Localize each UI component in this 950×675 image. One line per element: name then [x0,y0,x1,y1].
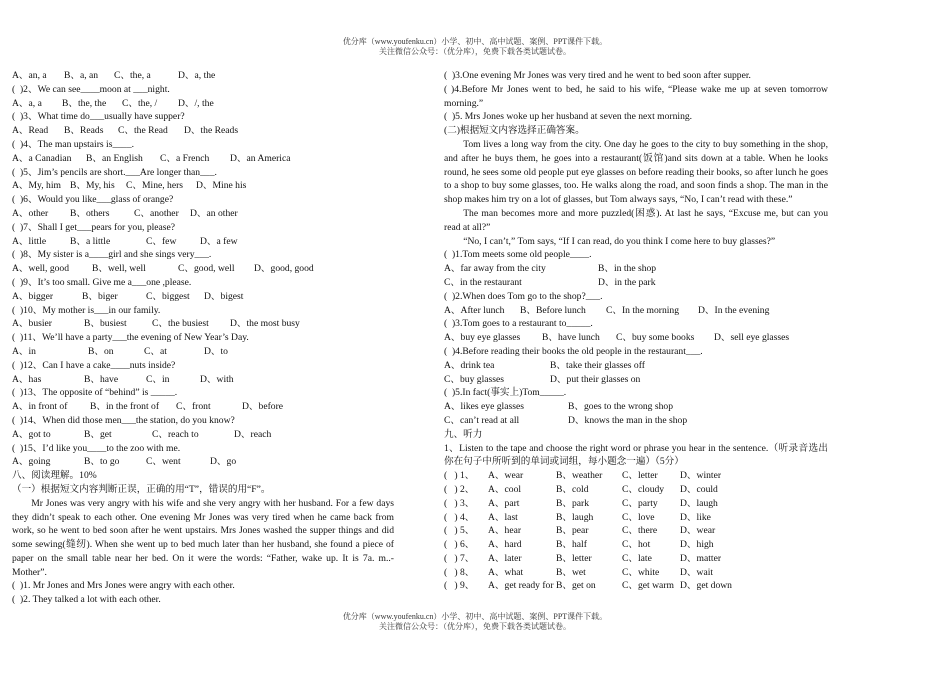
option-c: C、white [622,566,660,578]
option-a: A、later [488,552,522,564]
question-number: ( ) 5、 [444,525,475,537]
option-d: D、high [680,539,714,551]
option-b: B、biger [82,290,118,302]
option-d: D、wear [680,525,716,537]
option-c: C、buy some books [616,332,695,344]
q14-options [12,428,394,442]
option-d: D、go [210,456,237,468]
question-number: ( ) 7、 [444,552,475,564]
tf-question-5: ( )5. Mrs Jones woke up her husband at seven the next morning. [444,111,693,123]
option-a: A、hard [488,539,522,551]
question-8: ( )8、My sister is a____girl and she sings very___. [12,249,212,261]
r2-options [444,304,828,318]
option-c: C、buy glasses [444,373,504,385]
option-b: B、laugh [556,511,594,523]
option-c: C、Mine, hers [126,180,184,192]
option-d: D、like [680,511,711,523]
option-a: A、has [12,373,42,385]
tf-question-3: ( )3.One evening Mr Jones was very tired and he went to bed soon after supper. [444,70,751,81]
r1-options-row-2 [444,276,828,290]
option-d: D、reach [234,428,272,440]
option-a: A、bigger [12,290,54,302]
option-b: B、to go [84,456,120,468]
option-d: D、a, the [178,70,216,81]
option-d: D、In the evening [698,304,770,316]
option-c: C、In the morning [606,304,680,316]
option-c: C、front [176,401,211,413]
question-number: ( ) 2、 [444,483,475,495]
option-b: B、get [84,428,112,440]
option-b: B、a, an [64,70,99,81]
reading-question-5: ( )5.In fact(事实上)Tom_____. [444,387,567,399]
option-c: C、there [622,525,658,537]
option-b: B、pear [556,525,589,537]
page-footer [0,612,950,632]
option-b: B、others [70,207,110,219]
option-d: D、/, the [178,97,214,109]
option-c: C、the Read [118,125,168,137]
question-7: ( )7、Shall I get___pears for you, please? [12,221,176,233]
question-14: ( )14、When did those men___the station, do you know? [12,414,235,426]
listening-question-row [444,524,828,538]
option-d: D、sell eye glasses [714,332,790,344]
listening-question-row [444,497,828,511]
q12-options [12,373,394,387]
question-2: ( )2、We can see____moon at ___night. [12,83,170,95]
option-c: C、in [146,373,170,385]
tf-question-2: ( )2. They talked a lot with each other. [12,594,161,606]
question-15: ( )15、I’d like you____to the zoo with me. [12,442,181,454]
option-c: C、at [144,345,167,357]
option-d: D、Mine his [196,180,247,192]
option-b: B、Reads [64,125,104,137]
listening-question-row [444,469,828,483]
option-b: B、park [556,497,590,509]
option-c: C、good, well [178,263,235,275]
r4-options-row-2 [444,373,828,387]
option-c: C、letter [622,470,658,482]
part-2-title: (二)根据短文内容选择正确答案。 [444,125,585,137]
question-number: ( ) 6、 [444,539,475,551]
option-a: A、cool [488,483,522,495]
q2-options [12,97,394,111]
reading-question-3: ( )3.Tom goes to a restaurant to_____. [444,318,593,330]
option-d: D、get down [680,580,732,592]
listening-question-row [444,538,828,552]
option-d: D、wait [680,566,714,578]
option-a: A、far away from the city [444,263,546,275]
option-d: D、knows the man in the shop [568,414,688,426]
option-b: B、busiest [84,318,127,330]
question-12: ( )12、Can I have a cake____nuts inside? [12,359,176,371]
option-d: D、the Reads [184,125,239,137]
option-b: B、a little [70,235,111,247]
option-a: A、busier [12,318,52,330]
q15-options [12,455,394,469]
listening-question-row [444,552,828,566]
passage-2-paragraph-2: The man becomes more and more puzzled(困惑). At last he says, “Excuse me, but can you read at all?” [444,207,828,233]
option-a: A、last [488,511,518,523]
option-d: D、good, good [254,263,314,275]
listening-question-row [444,483,828,497]
option-c: C、party [622,497,658,509]
q7-options [12,235,394,249]
q3-options [12,124,394,138]
option-b: B、cold [556,483,589,495]
question-number: ( ) 9、 [444,580,475,592]
option-d: D、laugh [680,497,718,509]
q1-options [12,69,394,83]
question-13: ( )13、The opposite of “behind” is _____. [12,387,178,399]
question-4: ( )4、The man upstairs is____. [12,138,135,150]
passage-1: Mr Jones was very angry with his wife and she very angry with her husband. For a few days they didn’t speak to each other. One evening Mr Jones was very tired when he came back from work, so he went to bed soon after he went upstairs. Mrs Jones washed the supper things and did some sewing(缝纫). When she went up to bed much later than her husband, she found a piece of paper on the small table near her bed. On it were the words: “Father, wake up. It is 7a. m..-Mother”. [12,497,394,578]
header-line-1: 优分库（www.youfenku.cn）小学、初中、高中试题、案例、PPT课件下载。 [342,37,608,46]
r5-options-row-2 [444,414,828,428]
option-c: C、can’t read at all [444,414,520,426]
option-c: C、in the restaurant [444,276,522,288]
option-a: A、After lunch [444,304,505,316]
option-b: B、wet [556,566,586,578]
option-a: A、an, a [12,70,47,81]
footer-line-2: 关注微信公众号：（优分库），免费下载各类试题试卷。 [379,622,571,631]
section-9-title: 九、听力 [444,428,483,440]
r3-options [444,331,828,345]
option-a: A、part [488,497,520,509]
option-b: B、letter [556,552,592,564]
listening-question-list [444,469,828,593]
option-a: A、get ready for [488,580,554,592]
option-a: A、Read [12,125,49,137]
q11-options [12,345,394,359]
option-c: C、hot [622,539,651,551]
q5-options [12,179,394,193]
r1-options-row-1 [444,262,828,276]
option-d: D、matter [680,552,722,564]
q4-options [12,152,394,166]
option-d: D、a few [200,235,238,247]
option-c: C、the busiest [152,318,209,330]
option-d: D、the most busy [230,318,300,330]
option-b: B、My, his [70,180,115,192]
option-a: A、well, good [12,263,70,275]
option-c: C、a French [160,152,210,164]
option-b: B、the, the [62,97,107,109]
option-c: C、went [146,456,181,468]
listening-question-row [444,566,828,580]
option-d: D、an America [230,152,291,164]
tf-question-4: ( )4.Before Mr Jones went to bed, he said to his wife, “Please wake me up at seven tomorrow morning.” [444,83,828,109]
question-11: ( )11、We’ll have a party___the evening of New Year’s Day. [12,332,249,344]
q6-options [12,207,394,221]
option-b: B、weather [556,470,603,482]
option-c: C、biggest [146,290,190,302]
option-c: C、the, a [114,70,151,81]
header-line-2: 关注微信公众号：（优分库），免费下载各类试题试卷。 [379,47,571,56]
question-5: ( )5、Jim’s pencils are short.___Are longer than___. [12,166,217,178]
option-a: A、little [12,235,47,247]
listening-question-row [444,511,828,525]
option-c: C、cloudy [622,483,665,495]
part-1-title: （一）根据短文内容判断正误，正确的用“T”，错误的用“F”。 [12,483,271,495]
option-b: B、well, well [92,263,146,275]
option-c: C、get warm [622,580,674,592]
reading-question-4: ( )4.Before reading their books the old people in the restaurant___. [444,345,703,357]
option-c: C、the, / [122,97,158,109]
option-d: D、could [680,483,718,495]
option-b: B、an English [86,152,143,164]
option-a: A、drink tea [444,359,495,371]
question-number: ( ) 8、 [444,566,475,578]
option-d: D、to [204,345,228,357]
option-a: A、likes eye glasses [444,401,524,413]
r4-options-row-1 [444,359,828,373]
option-a: A、hear [488,525,522,537]
option-a: A、a Canadian [12,152,72,164]
tf-question-1: ( )1. Mr Jones and Mrs Jones were angry with each other. [12,580,235,592]
option-d: D、an other [190,207,238,219]
option-a: A、wear [488,470,524,482]
q10-options [12,317,394,331]
option-c: C、love [622,511,655,523]
right-column [444,69,828,593]
option-d: D、before [242,401,284,413]
option-b: B、goes to the wrong shop [568,401,673,413]
option-a: A、buy eye glasses [444,332,521,344]
option-c: C、another [134,207,179,219]
option-a: A、a, a [12,97,42,109]
listening-question-row [444,579,828,593]
question-9: ( )9、It’s too small. Give me a___one ,please. [12,276,192,288]
r5-options-row-1 [444,400,828,414]
q8-options [12,262,394,276]
option-a: A、what [488,566,524,578]
passage-2-paragraph-1: Tom lives a long way from the city. One day he goes to the city to buy something in the shop, and after he buys them, he goes into a restaurant(饭馆)and sits down at a table. When he looks round, he sees some old people put eye glasses on before reading their books, so after lunch he goes to a shop to buy some glasses, too. He walks along the road, and soon finds a shop. The man in the shop makes him try on a lot of glasses, but Tom always says, “No, I can’t read with these.” [444,138,828,206]
option-b: B、have lunch [542,332,600,344]
option-a: A、in [12,345,36,357]
option-a: A、going [12,456,51,468]
section-8-title: 八、阅读理解。10% [12,470,97,482]
option-b: B、Before lunch [520,304,586,316]
option-a: A、got to [12,428,51,440]
option-d: D、in the park [598,276,656,288]
option-b: B、have [84,373,119,385]
option-a: A、My, him [12,180,61,192]
question-3: ( )3、What time do___usually have supper? [12,111,185,123]
left-column [12,69,394,607]
question-number: ( ) 4、 [444,511,475,523]
reading-question-1: ( )1.Tom meets some old people____. [444,249,592,261]
option-d: D、put their glasses on [550,373,641,385]
option-b: B、get on [556,580,596,592]
option-b: B、on [88,345,114,357]
passage-2-paragraph-3: “No, I can’t,” Tom says, “If I can read, do you think I come here to buy glasses?” [463,235,776,247]
option-b: B、in the front of [90,401,160,413]
option-a: A、in front of [12,401,68,413]
question-number: ( ) 3、 [444,497,475,509]
page-header [0,37,950,57]
question-number: ( ) 1、 [444,470,475,482]
reading-question-2: ( )2.When does Tom go to the shop?___. [444,290,603,302]
option-b: B、take their glasses off [550,359,645,371]
option-d: D、winter [680,470,722,482]
footer-line-1: 优分库（www.youfenku.cn）小学、初中、高中试题、案例、PPT课件下载。 [342,612,608,621]
option-b: B、in the shop [598,263,657,275]
option-c: C、late [622,552,652,564]
question-6: ( )6、Would you like___glass of orange? [12,194,174,206]
q13-options [12,400,394,414]
question-10: ( )10、My mother is___in our family. [12,304,161,316]
option-d: D、bigest [204,290,244,302]
option-b: B、half [556,539,587,551]
q9-options [12,290,394,304]
option-c: C、reach to [152,428,199,440]
option-d: D、with [200,373,234,385]
listening-instructions: 1、Listen to the tape and choose the right word or phrase you hear in the sentence.（听录音选出你在句子中所听到的单词或词组，每小题念一遍）（5分） [444,442,828,468]
option-c: C、few [146,235,177,247]
option-a: A、other [12,207,49,219]
